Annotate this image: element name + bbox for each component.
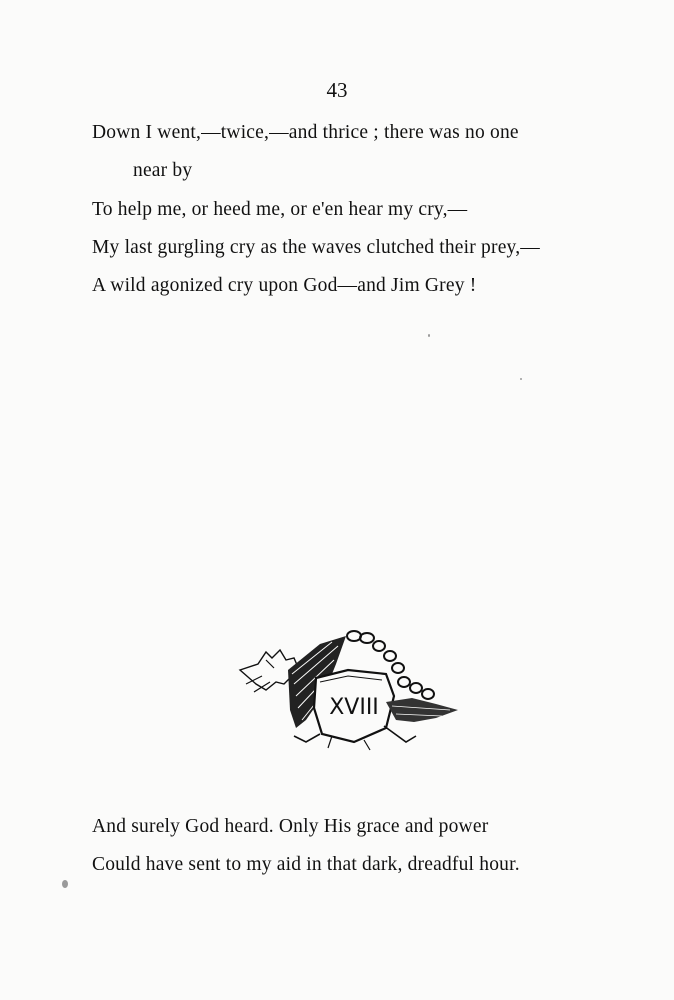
- paper-speck: [520, 378, 522, 380]
- verse-line: And surely God heard. Only His grace and power: [92, 816, 489, 837]
- verse-line: To help me, or heed me, or e'en hear my cry,—: [92, 199, 468, 220]
- page-number: 43: [326, 78, 348, 102]
- paper-speck: [428, 334, 430, 337]
- verse-line: near by: [133, 160, 193, 181]
- verse-line: A wild agonized cry upon God—and Jim Grey !: [92, 275, 477, 296]
- verse-line: Could have sent to my aid in that dark, dreadful hour.: [92, 854, 520, 875]
- verse-line: My last gurgling cry as the waves clutched their prey,—: [92, 237, 541, 258]
- paper-speck: [62, 880, 68, 888]
- plaque-numeral: XVIII: [329, 695, 379, 720]
- chained-plaque-illustration-icon: [236, 624, 464, 752]
- verse-line: Down I went,—twice,—and thrice ; there was no one: [92, 122, 519, 143]
